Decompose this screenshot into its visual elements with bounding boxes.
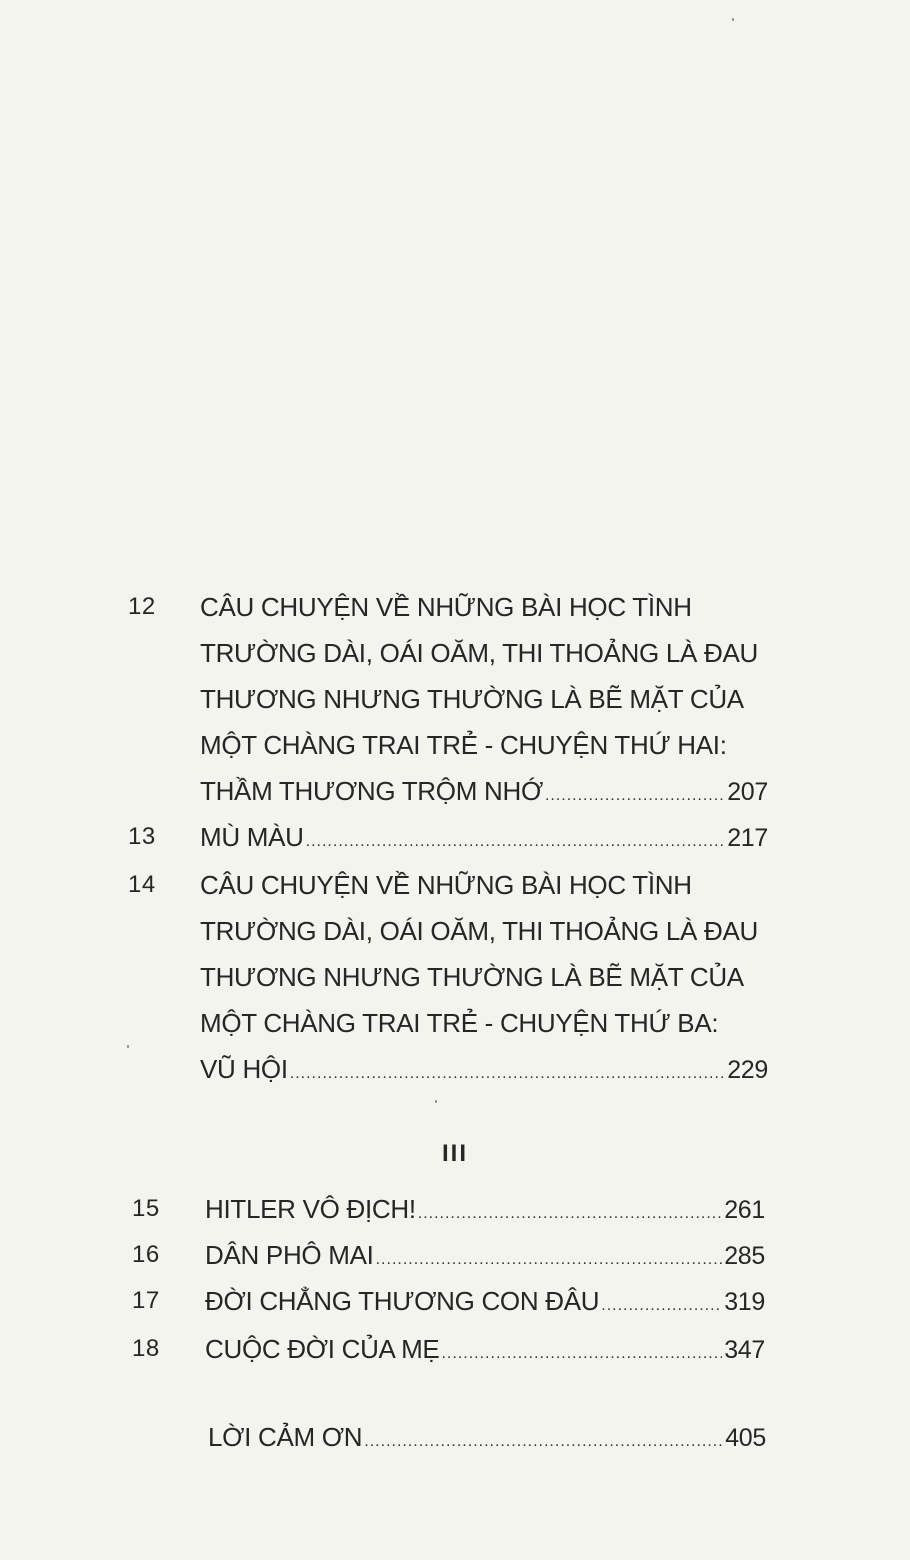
title-last-line [200, 1046, 768, 1092]
title-last-line [208, 1414, 766, 1460]
title-line: TRƯỜNG DÀI, OÁI OĂM, THI THOẢNG LÀ ĐAU [200, 916, 758, 946]
title-line: THẦM THƯƠNG TRỘM NHỚ [200, 776, 543, 806]
title-line: THƯƠNG NHƯNG THƯỜNG LÀ BẼ MẶT CỦA [200, 962, 744, 992]
title-line: ĐỜI CHẲNG THƯƠNG CON ĐÂU [205, 1286, 600, 1316]
title-line: MỘT CHÀNG TRAI TRẺ - CHUYỆN THỨ HAI: [200, 730, 727, 760]
page-number: 261 [724, 1196, 765, 1224]
title-line: CUỘC ĐỜI CỦA MẸ [205, 1334, 440, 1364]
paper-speck [127, 1045, 129, 1048]
chapter-title [205, 1326, 765, 1372]
title-line: CÂU CHUYỆN VỀ NHỮNG BÀI HỌC TÌNH [200, 870, 692, 900]
title-line: CÂU CHUYỆN VỀ NHỮNG BÀI HỌC TÌNH [200, 592, 692, 622]
title-line: VŨ HỘI [200, 1054, 288, 1084]
chapter-number: 12 [128, 593, 156, 620]
title-last-line [205, 1326, 765, 1372]
page-number: 405 [725, 1424, 766, 1452]
title-last-line [200, 768, 768, 814]
title-line: MÙ MÀU [200, 822, 304, 852]
chapter-number: 18 [132, 1335, 160, 1362]
section-heading: III [441, 1140, 468, 1167]
paper-speck [732, 18, 734, 21]
title-last-line [205, 1232, 765, 1278]
chapter-title [200, 584, 768, 814]
title-line: TRƯỜNG DÀI, OÁI OĂM, THI THOẢNG LÀ ĐAU [200, 638, 758, 668]
title-line: THƯƠNG NHƯNG THƯỜNG LÀ BẼ MẶT CỦA [200, 684, 744, 714]
dot-leader [364, 1419, 723, 1465]
title-line: DÂN PHÔ MAI [205, 1240, 374, 1270]
dot-leader [441, 1331, 722, 1377]
chapter-number: 17 [132, 1287, 160, 1314]
dot-leader [376, 1237, 723, 1283]
chapter-title [205, 1232, 765, 1278]
chapter-title [205, 1186, 765, 1232]
chapter-number: 16 [132, 1241, 160, 1268]
dot-leader [601, 1283, 722, 1329]
chapter-number: 13 [128, 823, 156, 850]
chapter-number: 15 [132, 1195, 160, 1222]
dot-leader [306, 819, 726, 865]
page-number: 319 [724, 1288, 765, 1316]
title-line: LỜI CẢM ƠN [208, 1422, 363, 1452]
title-line: MỘT CHÀNG TRAI TRẺ - CHUYỆN THỨ BA: [200, 1008, 719, 1038]
page-number: 229 [727, 1056, 768, 1084]
chapter-title [200, 862, 768, 1092]
dot-leader [290, 1051, 725, 1097]
paper-speck [435, 1100, 437, 1103]
page-number: 207 [727, 778, 768, 806]
dot-leader [545, 773, 725, 819]
chapter-title [205, 1278, 765, 1324]
page-number: 285 [724, 1242, 765, 1270]
acknowledgements-title [208, 1414, 766, 1460]
chapter-title [200, 814, 768, 860]
title-line: HITLER VÔ ĐỊCH! [205, 1194, 416, 1224]
dot-leader [418, 1191, 722, 1237]
title-last-line [200, 814, 768, 860]
title-last-line [205, 1278, 765, 1324]
page-number: 347 [724, 1336, 765, 1364]
chapter-number: 14 [128, 871, 156, 898]
title-last-line [205, 1186, 765, 1232]
page-number: 217 [727, 824, 768, 852]
